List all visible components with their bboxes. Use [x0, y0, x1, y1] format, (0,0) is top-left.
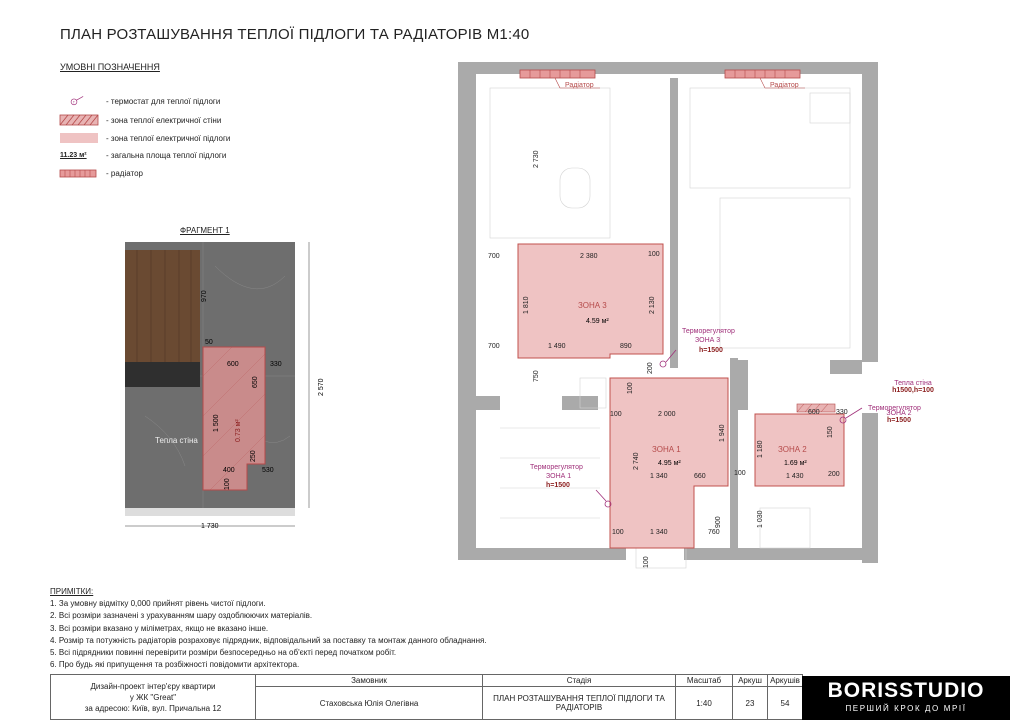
- dim-label: 660: [694, 473, 706, 480]
- legend-label: - загальна площа теплої підлоги: [106, 150, 227, 160]
- fragment-drawing: [115, 236, 330, 534]
- note-item: 3. Всі розміри вказано у міліметрах, якщо не вказано інше.: [50, 623, 269, 633]
- dim-label: 150: [827, 426, 834, 438]
- legend-item-area: [60, 148, 226, 162]
- regulator-zone: ЗОНА 1: [546, 473, 572, 480]
- dim-label: 900: [715, 516, 722, 528]
- dim-label: 100: [612, 529, 624, 536]
- note-item: 5. Всі підрядники повинні перевірити розміри безпосередньо на об'єкті перед початком робіт.: [50, 648, 397, 658]
- zone-area: 4.95 м²: [658, 460, 681, 467]
- dim-label: 2 730: [533, 150, 540, 168]
- thermostat-icon: [596, 490, 611, 507]
- dim-label: 100: [643, 556, 650, 568]
- dim-label: 750: [533, 370, 540, 382]
- dim-label: 1 340: [650, 473, 668, 480]
- wood-panel: [125, 250, 200, 362]
- dim-label: 2 130: [649, 296, 656, 314]
- project-line: Дизайн-проект інтер'єру квартири: [90, 681, 216, 691]
- title-block: [50, 674, 803, 720]
- project-line: у ЖК "Great": [129, 692, 177, 702]
- legend-item-warm-wall: [60, 113, 221, 127]
- scale-value: 1:40: [676, 687, 733, 720]
- stage-value: ПЛАН РОЗТАШУВАННЯ ТЕПЛОЇ ПІДЛОГИ ТА РАДІАТОРІВ: [483, 687, 676, 720]
- legend-label: - радіатор: [106, 168, 143, 178]
- notes-heading: ПРИМІТКИ:: [50, 587, 94, 596]
- regulator-height: h=1500: [546, 482, 570, 489]
- note-item: 2. Всі розміри зазначені з урахуванням шару оздоблюючих матеріалів.: [50, 611, 313, 621]
- sheets-header: Аркушів: [768, 675, 803, 687]
- regulator-label: Терморегулятор: [530, 464, 583, 471]
- project-info: [51, 675, 256, 720]
- regulator-2-callout: [865, 410, 933, 424]
- radiator-swatch-icon: [60, 168, 98, 178]
- sheet-value: 23: [733, 687, 768, 720]
- studio-logo: [802, 676, 1010, 720]
- page-title: ПЛАН РОЗТАШУВАННЯ ТЕПЛОЇ ПІДЛОГИ ТА РАДІАТОРІВ М1:40: [60, 26, 530, 43]
- floor-strip: [125, 508, 295, 516]
- zone-area: 1.69 м²: [784, 460, 807, 467]
- dim-label: 600: [227, 361, 239, 368]
- dim-label: 1 500: [213, 414, 220, 432]
- dim-label: 1 430: [786, 473, 804, 480]
- dim-label: 600: [808, 409, 820, 416]
- dim-label: 700: [488, 253, 500, 260]
- note-item: 1. За умовну відмітку 0,000 прийнят рівень чистої підлоги.: [50, 599, 266, 609]
- dim-label: 1 940: [719, 424, 726, 442]
- legend-label: - термостат для теплої підлоги: [106, 96, 221, 106]
- radiator: [520, 70, 595, 78]
- dim-label: 1 030: [757, 510, 764, 528]
- zone-name: ЗОНА 1: [652, 445, 681, 454]
- radiator-label: Радіатор: [770, 82, 799, 89]
- scale-header: Масштаб: [676, 675, 733, 687]
- hatched-swatch-icon: [60, 115, 98, 125]
- dim-label: 200: [828, 471, 840, 478]
- regulator-label: Терморегулятор: [682, 328, 735, 335]
- pink-swatch-icon: [60, 133, 98, 143]
- dim-label: 250: [250, 450, 257, 462]
- zone-name: ЗОНА 3: [578, 301, 607, 310]
- warm-wall-callout: [883, 380, 943, 394]
- dark-niche: [125, 362, 200, 387]
- legend-item-warm-floor: [60, 131, 230, 145]
- dim-label: 2 000: [658, 411, 676, 418]
- dim-label: 100: [610, 411, 622, 418]
- dim-label: 1 180: [757, 440, 764, 458]
- logo-name: BORISSTUDIO: [827, 679, 985, 702]
- dim-label: 1 810: [523, 296, 530, 314]
- legend-item-radiator: [60, 166, 143, 180]
- sheet-header: Аркуш: [733, 675, 768, 687]
- note-item: 6. Про будь які припущення та розбіжності повідомити архітектора.: [50, 660, 300, 670]
- dim-label: 2 380: [580, 253, 598, 260]
- area-label: 0.73 м²: [235, 419, 242, 442]
- regulator-label: Терморегулятор: [868, 405, 921, 412]
- area-sample: 11.23 м²: [60, 151, 87, 159]
- dim-label: 400: [223, 467, 235, 474]
- dim-label: 330: [270, 361, 282, 368]
- dim-label: 2 740: [633, 452, 640, 470]
- fragment-title: ФРАГМЕНТ 1: [180, 226, 230, 235]
- dim-label: 100: [224, 478, 231, 490]
- logo-tagline: ПЕРШИЙ КРОК ДО МРІЇ: [845, 704, 967, 713]
- dim-label: 100: [734, 470, 746, 477]
- dim-label: 50: [205, 339, 213, 346]
- zone-name: ЗОНА 2: [778, 445, 807, 454]
- dim-label: 1 490: [548, 343, 566, 350]
- regulator-zone: ЗОНА 2: [886, 410, 912, 417]
- callout-title: Тепла стіна: [894, 380, 932, 387]
- note-item: 4. Розмір та потужність радіаторів розраховує підрядник, відповідальний за поставку та монтаж данного обладнання.: [50, 635, 487, 645]
- radiator: [725, 70, 800, 78]
- dim-label: 200: [647, 362, 654, 374]
- dim-label: 970: [201, 290, 208, 302]
- dim-label: 1 730: [201, 523, 219, 530]
- dim-label: 760: [708, 529, 720, 536]
- dim-label: 2 570: [318, 378, 325, 396]
- dim-label: 330: [836, 409, 848, 416]
- regulator-height: h=1500: [887, 417, 911, 424]
- dim-label: 700: [488, 343, 500, 350]
- regulator-height: h=1500: [699, 347, 723, 354]
- stage-header: Стадія: [483, 675, 676, 687]
- dim-label: 1 340: [650, 529, 668, 536]
- customer-value: Стаховська Юлія Олегівна: [256, 687, 483, 720]
- dim-label: 530: [262, 467, 274, 474]
- thermostat-icon: [60, 96, 98, 106]
- dim-label: 100: [627, 382, 634, 394]
- project-line: за адресою: Київ, вул. Причальна 12: [84, 703, 222, 713]
- dim-label: 890: [620, 343, 632, 350]
- dim-label: 650: [252, 376, 259, 388]
- notes: [50, 586, 538, 671]
- radiator-label: Радіатор: [565, 82, 594, 89]
- legend-heading: УМОВНІ ПОЗНАЧЕННЯ: [60, 62, 160, 72]
- legend-label: - зона теплої електричної підлоги: [106, 133, 231, 143]
- svg-text:T: T: [72, 100, 75, 105]
- callout-height: h1500,h=100: [892, 387, 934, 394]
- regulator-zone: ЗОНА 3: [695, 337, 721, 344]
- zone-area: 4.59 м²: [586, 318, 609, 325]
- dim-label: 100: [648, 251, 660, 258]
- sheets-value: 54: [768, 687, 803, 720]
- warm-wall-label: Тепла стіна: [155, 436, 198, 445]
- customer-header: Замовник: [256, 675, 483, 687]
- legend-item-thermostat: [60, 94, 220, 108]
- legend-label: - зона теплої електричної стіни: [106, 115, 222, 125]
